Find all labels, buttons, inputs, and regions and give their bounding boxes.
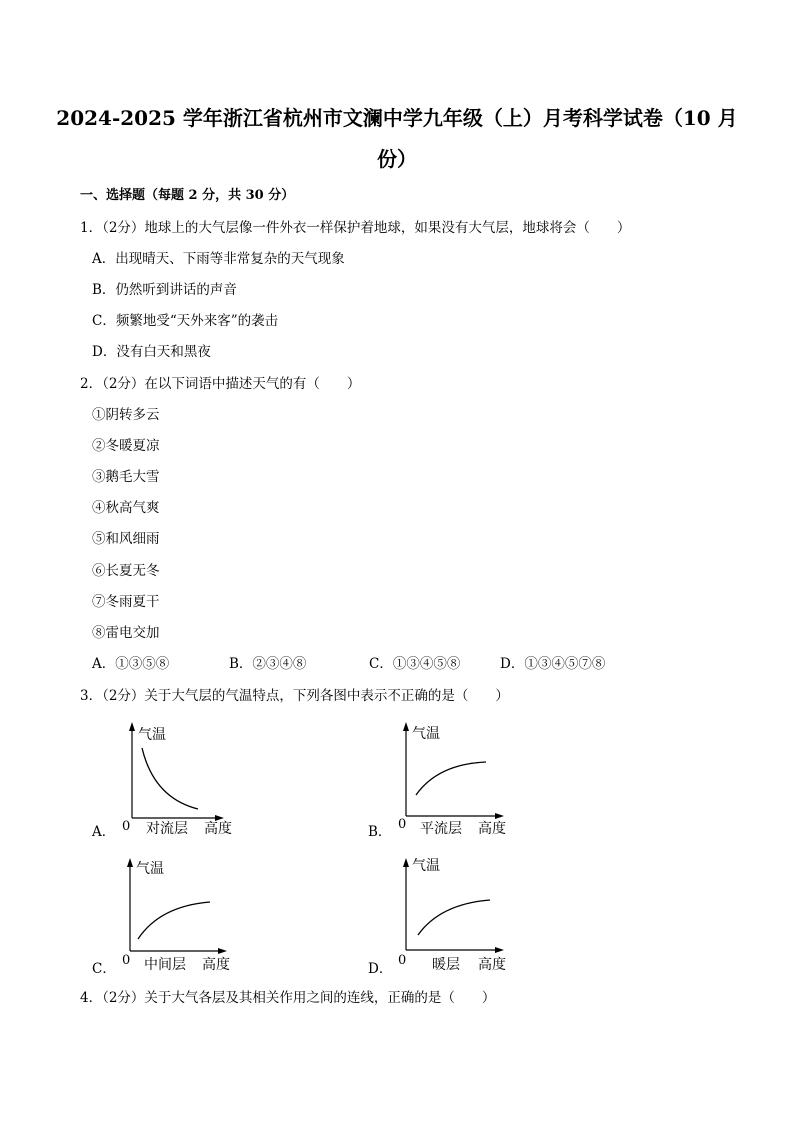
question-stem: 2．（2分）在以下词语中描述天气的有（ ） <box>80 376 361 392</box>
x-axis-arrow <box>495 813 504 819</box>
question-stem: 4．（2分）关于大气各层及其相关作用之间的连线，正确的是（ ） <box>80 990 496 1006</box>
graph-option-c <box>90 854 260 982</box>
layer-label: 暖层 <box>432 957 460 973</box>
list-item: ②冬暖夏凉 <box>92 438 160 454</box>
option-a: A．出现晴天、下雨等非常复杂的天气现象 <box>92 251 345 267</box>
graph-option-d <box>366 854 536 982</box>
origin-label: 0 <box>398 953 407 968</box>
list-item: ⑧雷电交加 <box>92 625 160 641</box>
list-item: ⑥长夏无冬 <box>92 563 160 579</box>
x-axis-arrow <box>218 948 227 954</box>
graph-option-b <box>366 718 536 846</box>
y-axis-label: 气温 <box>136 861 164 877</box>
y-axis-label: 气温 <box>412 858 440 874</box>
layer-label: 平流层 <box>420 821 462 837</box>
option-d: D．①③④⑤⑦⑧ <box>500 656 606 672</box>
origin-label: 0 <box>122 819 131 834</box>
temperature-curve <box>418 900 490 935</box>
x-axis-label: 高度 <box>478 957 506 973</box>
question-stem: 1．（2分）地球上的大气层像一件外衣一样保护着地球，如果没有大气层，地球将会（ ） <box>80 220 631 236</box>
layer-label: 中间层 <box>144 957 186 973</box>
temperature-curve <box>416 762 486 795</box>
list-item: ①阴转多云 <box>92 407 160 423</box>
option-c: C．频繁地受“天外来客”的袭击 <box>92 313 279 329</box>
list-item: ③鹅毛大雪 <box>92 469 160 485</box>
title-line-1: 2024-2025 学年浙江省杭州市文澜中学九年级（上）月考科学试卷（10 月 <box>56 106 738 130</box>
origin-label: 0 <box>398 817 407 832</box>
graph-option-a <box>90 718 260 846</box>
x-axis-label: 高度 <box>202 957 230 973</box>
temperature-curve <box>138 902 210 939</box>
y-axis-label: 气温 <box>412 726 440 742</box>
option-d: D．没有白天和黑夜 <box>92 344 211 360</box>
option-b: B．②③④⑧ <box>229 656 307 672</box>
option-b: B．仍然听到讲话的声音 <box>92 282 237 298</box>
option-letter: C． <box>92 961 116 977</box>
option-letter: A． <box>92 824 116 840</box>
option-c: C．①③④⑤⑧ <box>369 656 461 672</box>
x-axis-label: 高度 <box>478 821 506 837</box>
title-line-2: 份） <box>377 147 417 171</box>
temperature-curve <box>142 748 198 809</box>
y-axis-arrow <box>403 722 409 731</box>
list-item: ④秋高气爽 <box>92 500 160 516</box>
list-item: ⑦冬雨夏干 <box>92 594 160 610</box>
question-stem: 3．（2分）关于大气层的气温特点，下列各图中表示不正确的是（ ） <box>80 688 509 704</box>
y-axis-label: 气温 <box>138 727 166 743</box>
origin-label: 0 <box>122 953 131 968</box>
section-heading: 一、选择题（每题 2 分，共 30 分） <box>80 188 295 203</box>
layer-label: 对流层 <box>146 821 188 837</box>
y-axis-arrow <box>127 858 133 867</box>
x-axis-label: 高度 <box>204 821 232 837</box>
y-axis-arrow <box>403 858 409 867</box>
x-axis-arrow <box>495 947 504 953</box>
option-letter: D． <box>368 961 393 977</box>
option-letter: B． <box>368 824 392 840</box>
option-a: A．①③⑤⑧ <box>92 656 170 672</box>
y-axis-arrow <box>129 722 135 731</box>
list-item: ⑤和风细雨 <box>92 531 160 547</box>
